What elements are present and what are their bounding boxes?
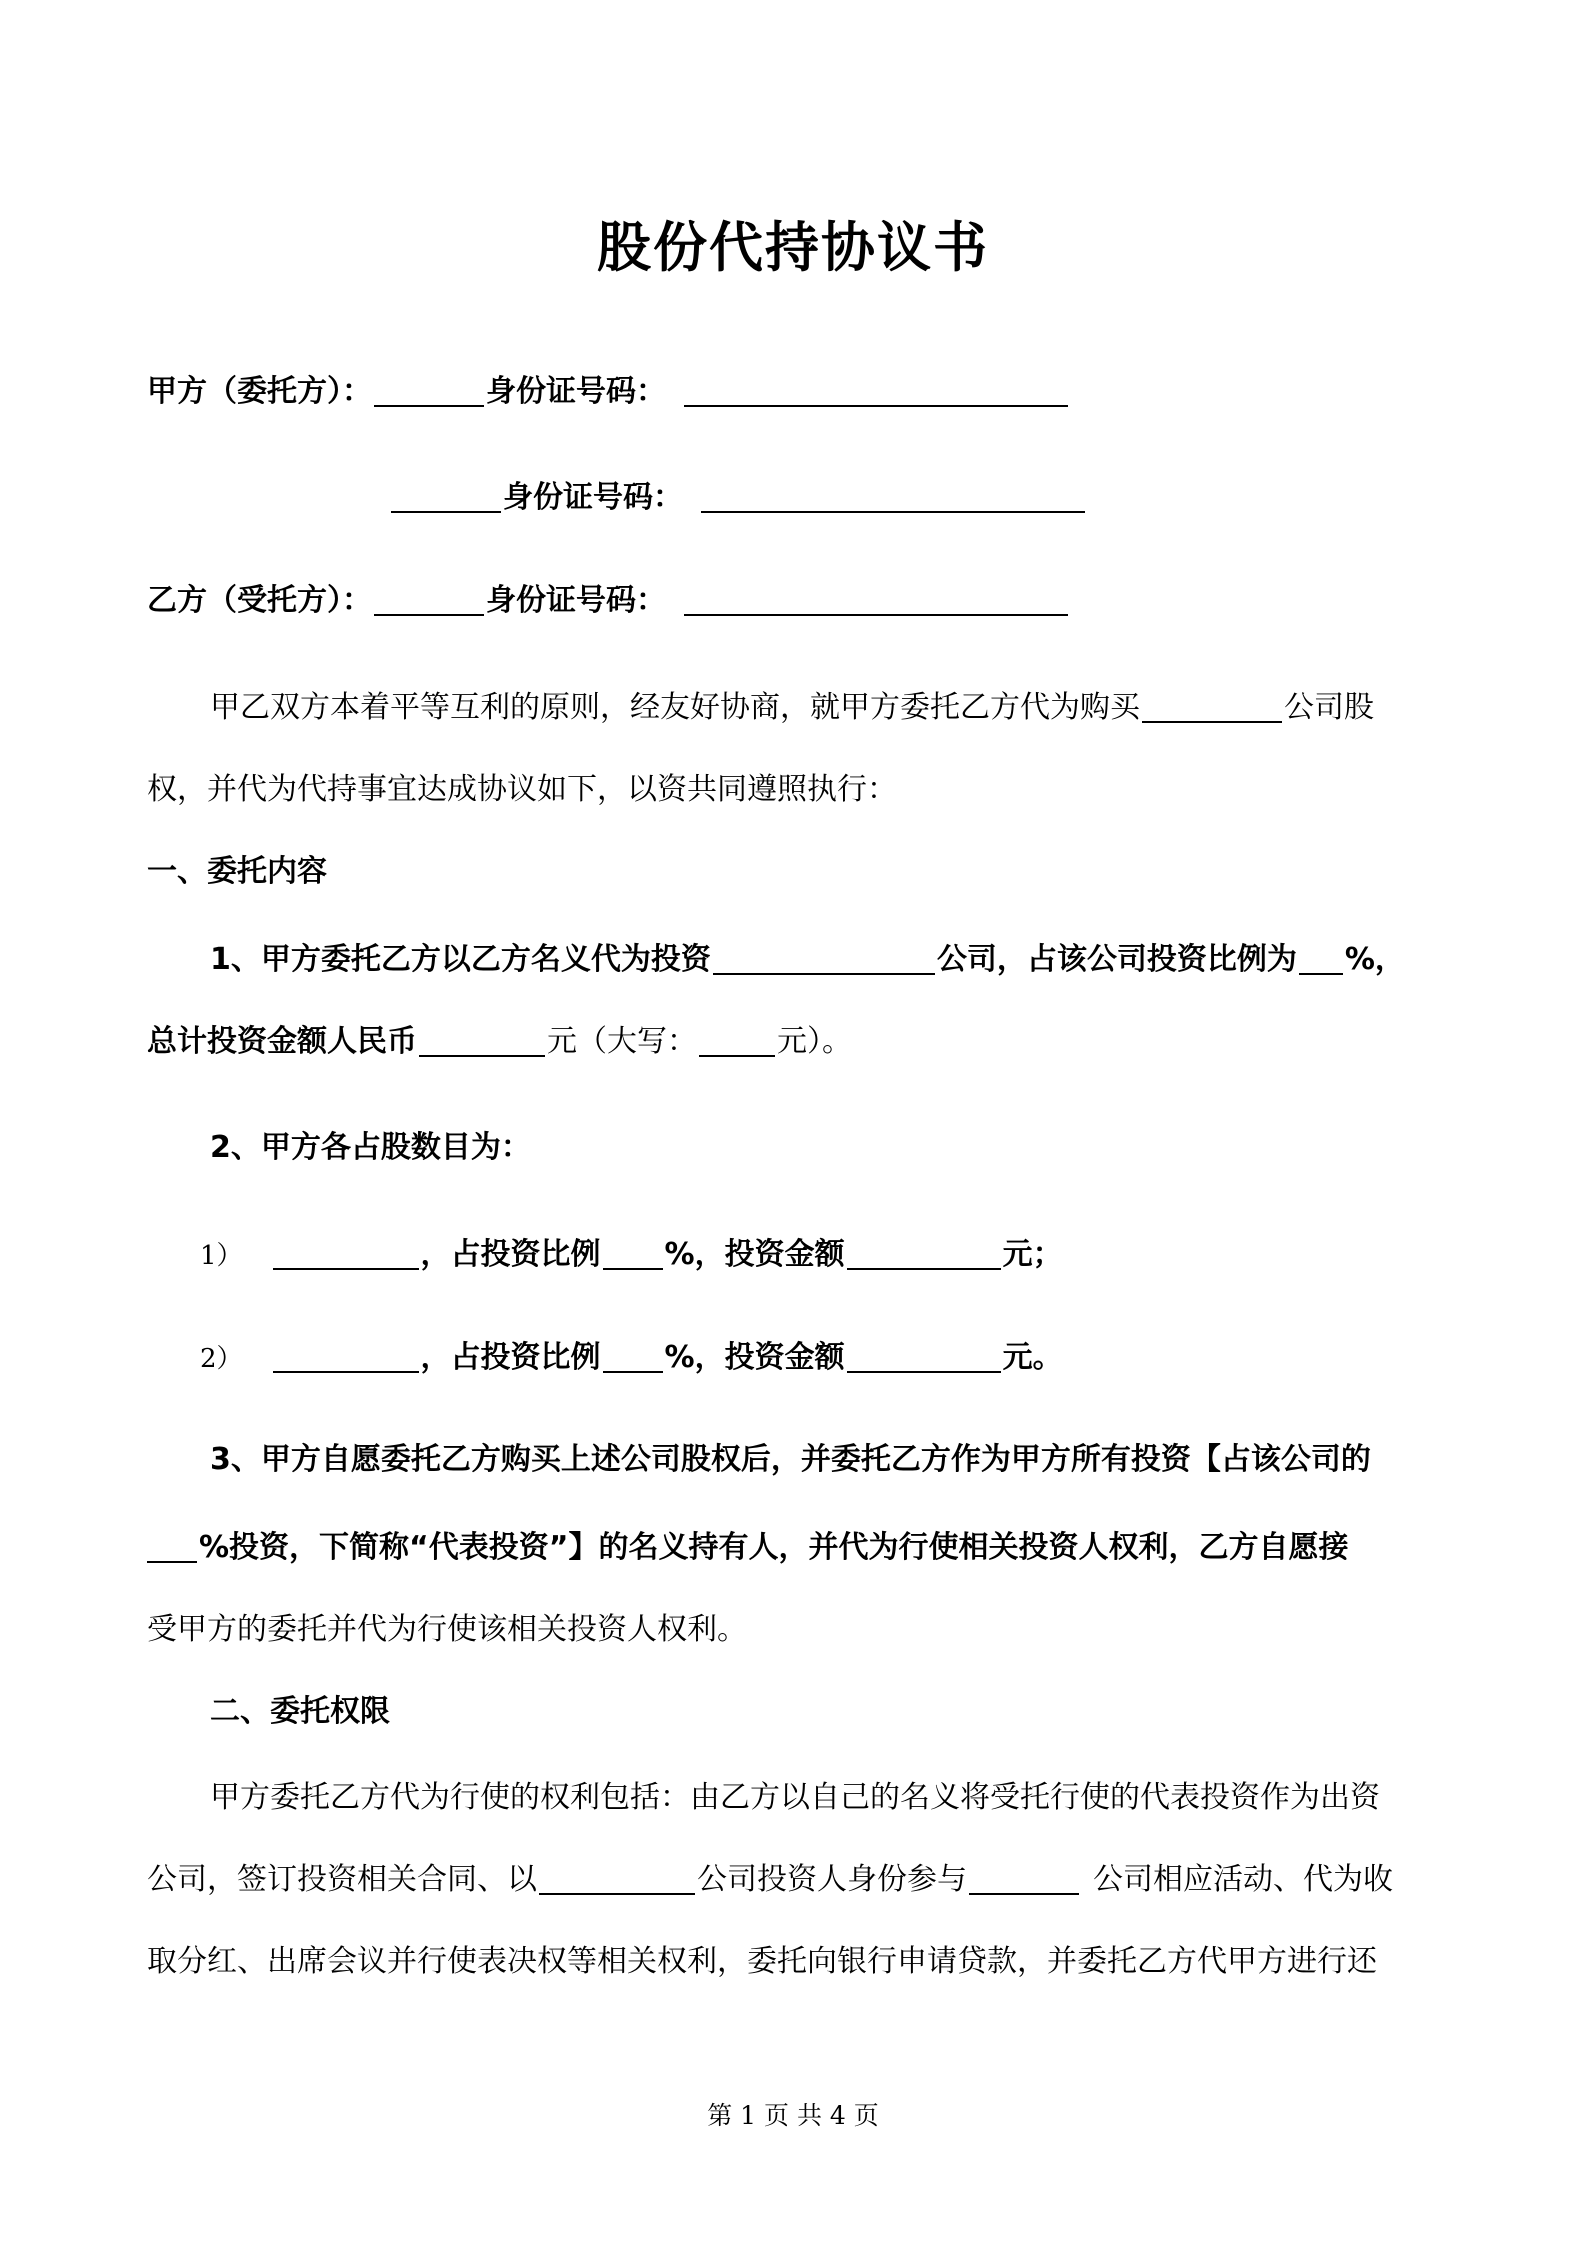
sub-item-1-text-c: 元； — [1002, 1237, 1063, 1272]
intro-text-a: 甲乙双方本着平等互利的原则，经友好协商，就甲方委托乙方代为购买 — [210, 690, 1140, 725]
section-2-line-2 — [147, 1860, 1393, 1900]
party-a2-row — [389, 478, 1087, 518]
intro-line-1 — [210, 688, 1374, 728]
item-1-line-1 — [210, 940, 1405, 980]
section-2-line-3: 取分红、出席会议并行使表决权等相关权利，委托向银行申请贷款，并委托乙方代甲方进行还 — [147, 1944, 1377, 1979]
party-a-row — [147, 372, 1070, 412]
sub-1-name-blank — [273, 1236, 419, 1270]
intro-text-b: 公司股 — [1284, 690, 1374, 725]
section-2-text-c: 公司相应活动、代为收 — [1093, 1862, 1393, 1897]
invest-company-blank — [713, 941, 935, 975]
sub-item-2 — [200, 1338, 1063, 1379]
section-1-heading: 一、委托内容 — [147, 854, 327, 889]
party-a2-name-blank — [391, 479, 501, 513]
party-a-label: 甲方（委托方）： — [147, 374, 372, 409]
section-2-text-a: 公司，签订投资相关合同、以 — [147, 1862, 537, 1897]
item-3-line-1: 3、甲方自愿委托乙方购买上述公司股权后，并委托乙方作为甲方所有投资【占该公司的 — [210, 1442, 1371, 1477]
party-b-name-blank — [374, 582, 484, 616]
sub-2-amount-blank — [847, 1339, 1001, 1373]
company-name-blank — [539, 1861, 695, 1895]
sub-item-2-text-a: ，占投资比例 — [420, 1340, 601, 1375]
sub-item-2-text-c: 元。 — [1002, 1340, 1063, 1375]
item-3-line-3: 受甲方的委托并代为行使该相关投资人权利。 — [147, 1612, 747, 1647]
party-b-id-blank — [684, 582, 1068, 616]
company-activity-blank — [969, 1861, 1079, 1895]
item-1-text-c: %， — [1344, 942, 1405, 977]
amount-words-blank — [699, 1023, 775, 1057]
sub-1-ratio-blank — [603, 1236, 663, 1270]
item-3-line-2 — [147, 1528, 1349, 1568]
party-a2-id-blank — [701, 479, 1085, 513]
id-label: 身份证号码： — [503, 480, 683, 515]
party-b-row — [147, 581, 1070, 621]
section-2-line-1: 甲方委托乙方代为行使的权利包括：由乙方以自己的名义将受托行使的代表投资作为出资 — [210, 1780, 1380, 1815]
sub-item-2-text-b: %，投资金额 — [664, 1340, 845, 1375]
intro-line-2: 权，并代为代持事宜达成协议如下，以资共同遵照执行： — [147, 772, 897, 807]
id-label: 身份证号码： — [486, 583, 666, 618]
item-1-line-2 — [147, 1022, 852, 1062]
sub-1-amount-blank — [847, 1236, 1001, 1270]
id-label: 身份证号码： — [486, 374, 666, 409]
document-title: 股份代持协议书 — [597, 216, 989, 279]
sub-item-1-text-a: ，占投资比例 — [420, 1237, 601, 1272]
party-a-name-blank — [374, 373, 484, 407]
sub-item-2-number: 2） — [200, 1344, 243, 1374]
item-3-ratio-blank — [147, 1529, 197, 1563]
item-1-text-b: 公司，占该公司投资比例为 — [936, 942, 1297, 977]
item-2: 2、甲方各占股数目为： — [210, 1130, 531, 1165]
item-3-text-b: %投资，下简称“代表投资”】的名义持有人，并代为行使相关投资人权利，乙方自愿接 — [199, 1530, 1349, 1565]
section-2-heading: 二、委托权限 — [210, 1694, 390, 1729]
item-1-text-a: 1、甲方委托乙方以乙方名义代为投资 — [210, 942, 711, 977]
sub-2-name-blank — [273, 1339, 419, 1373]
amount-blank — [419, 1023, 545, 1057]
page-footer: 第 1 页 共 4 页 — [707, 2101, 879, 2130]
item-1-text-d: 总计投资金额人民币 — [147, 1024, 417, 1059]
sub-item-1 — [200, 1235, 1063, 1276]
sub-item-1-number: 1） — [200, 1241, 243, 1271]
item-1-text-f: 元）。 — [777, 1024, 852, 1059]
item-1-text-e: 元（大写： — [547, 1024, 697, 1059]
section-2-text-b: 公司投资人身份参与 — [697, 1862, 967, 1897]
sub-item-1-text-b: %，投资金额 — [664, 1237, 845, 1272]
party-b-label: 乙方（受托方）： — [147, 583, 372, 618]
sub-2-ratio-blank — [603, 1339, 663, 1373]
company-blank — [1142, 689, 1282, 723]
ratio-blank — [1299, 941, 1343, 975]
party-a-id-blank — [684, 373, 1068, 407]
